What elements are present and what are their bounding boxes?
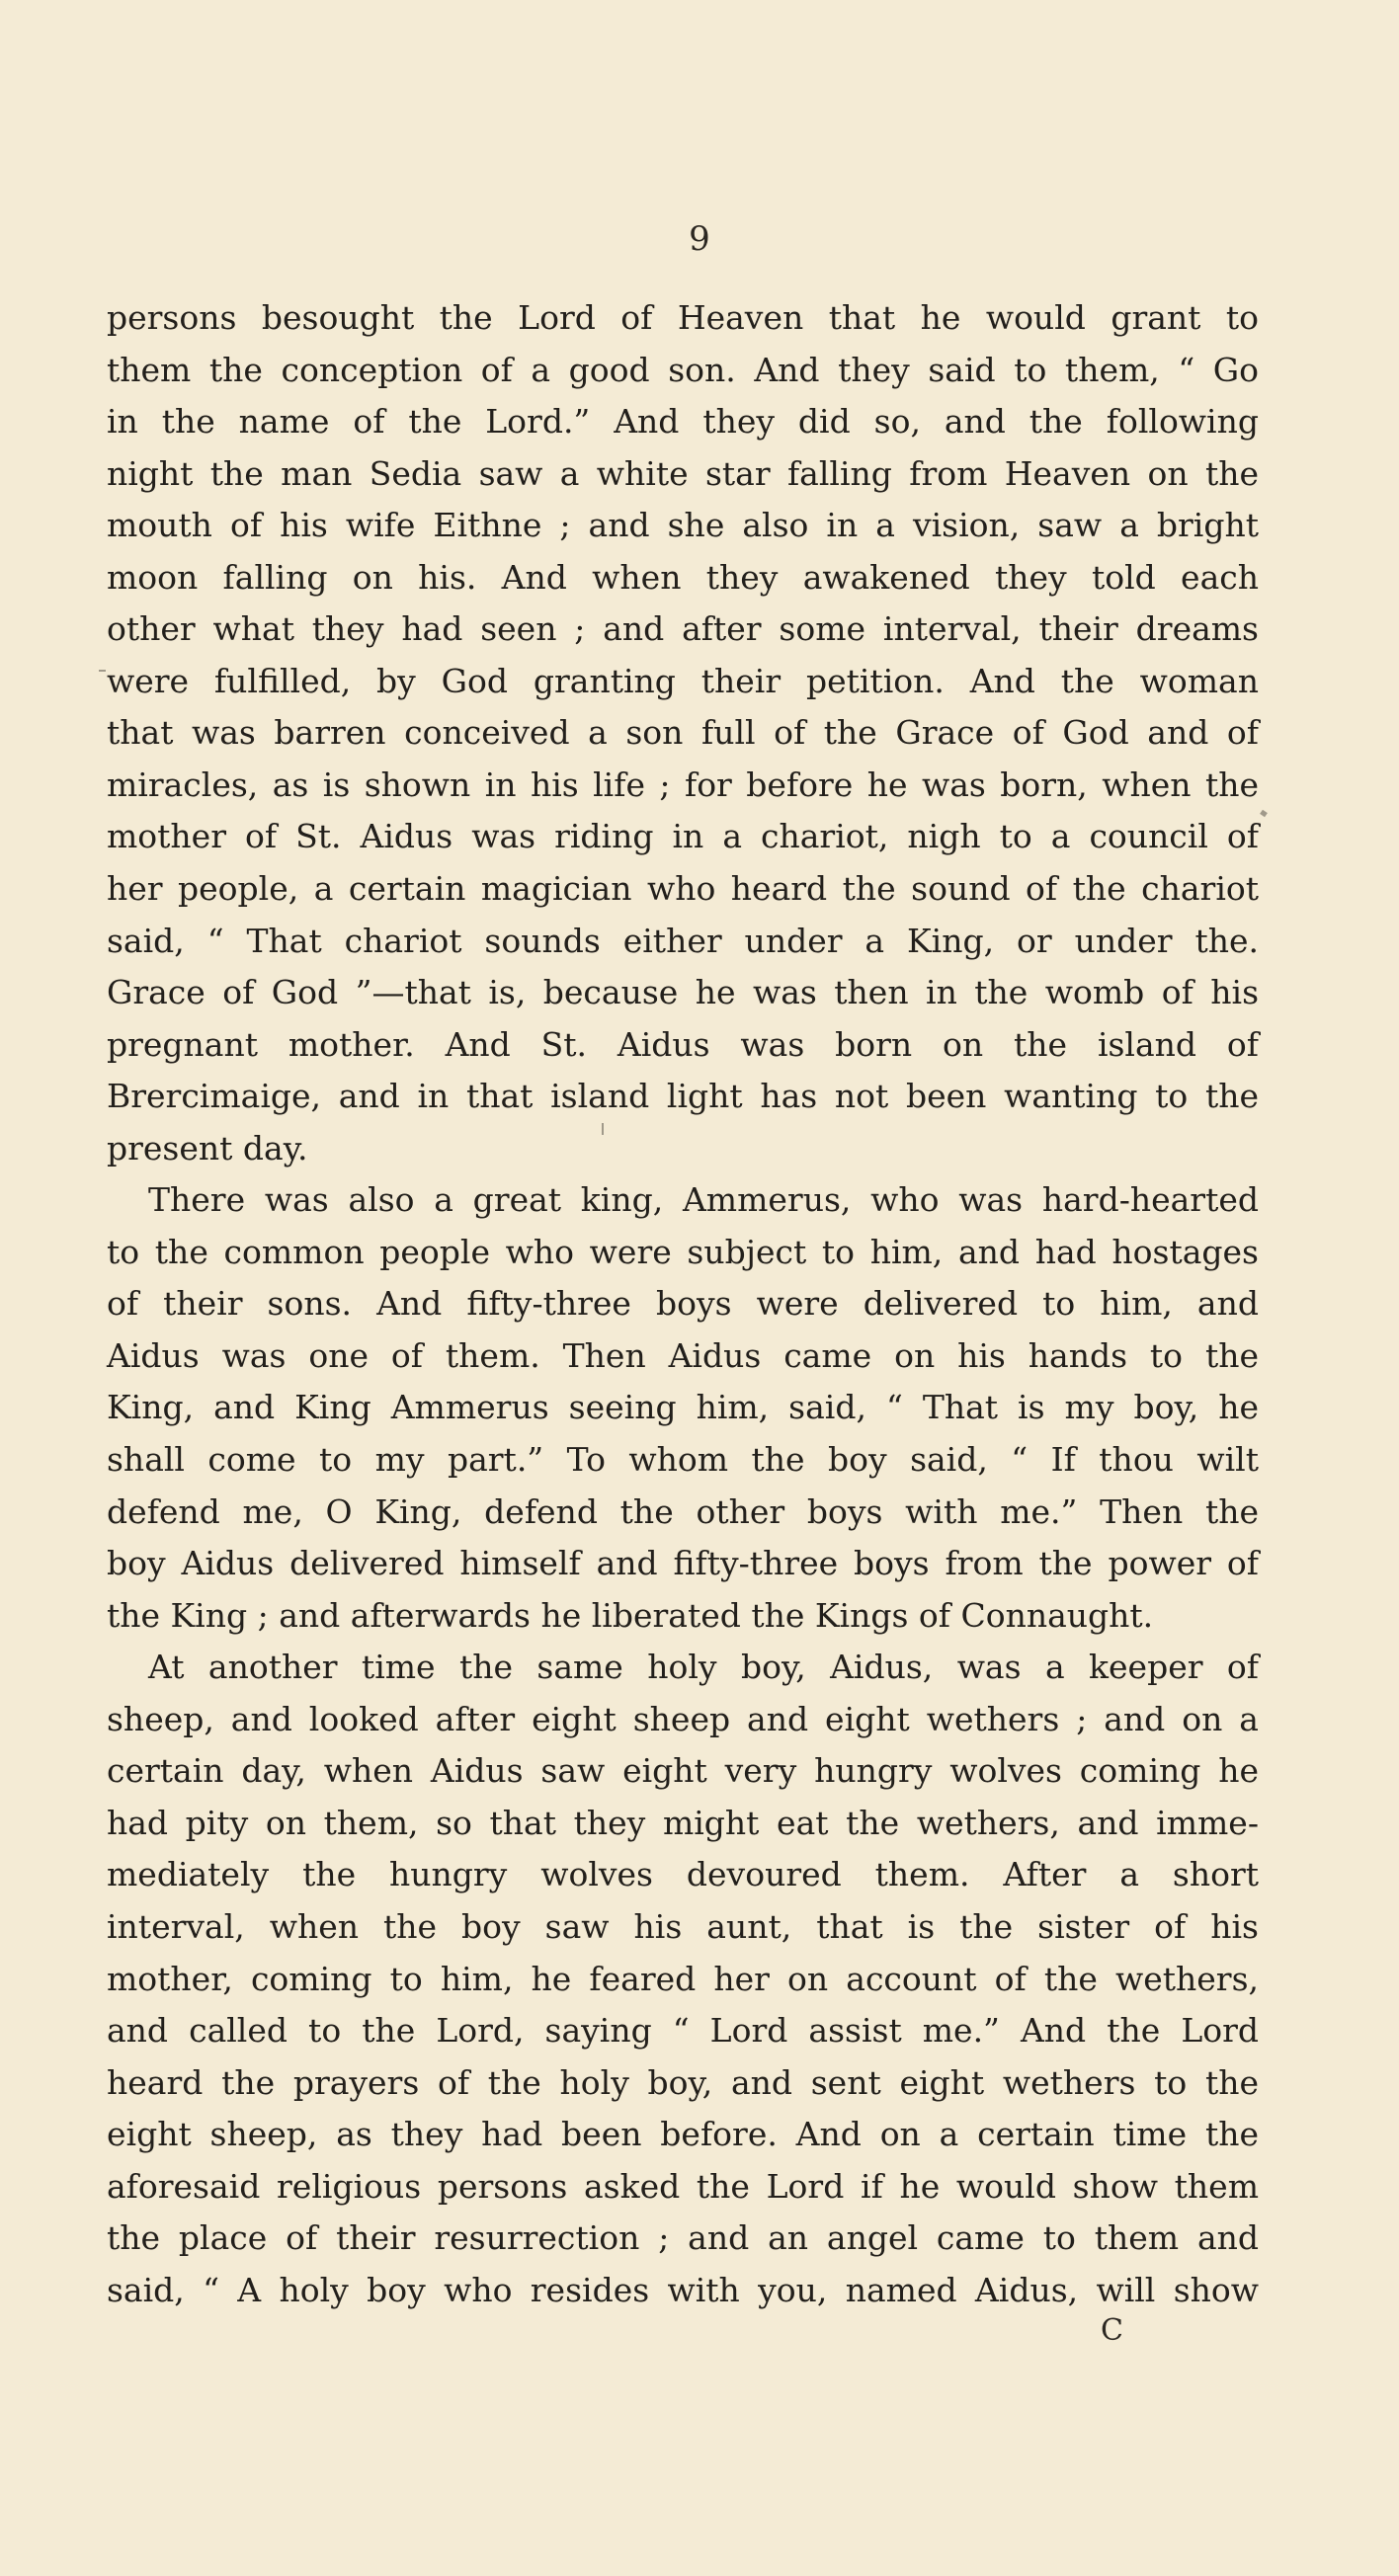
text-line: interval, when the boy saw his aunt, that is the sister of his: [107, 1906, 1259, 1946]
text-line: and called to the Lord, saying “ Lord assist me.” And the Lord: [107, 2011, 1259, 2051]
page-number: 9: [689, 219, 710, 259]
text-line: heard the prayers of the holy boy, and sent eight wethers to the: [107, 2062, 1259, 2102]
text-line: Aidus was one of them. Then Aidus came on his hands to the: [107, 1335, 1259, 1375]
text-line: mother, coming to him, he feared her on account of the wethers,: [107, 1959, 1259, 1998]
text-line: sheep, and looked after eight sheep and eight wethers ; and on a: [107, 1699, 1259, 1738]
text-line: in the name of the Lord.” And they did so, and the following: [107, 402, 1259, 442]
margin-speck: [602, 1123, 604, 1135]
text-line: them the conception of a good son. And they said to them, “ Go: [107, 350, 1259, 389]
text-line: At another time the same holy boy, Aidus, was a keeper of: [148, 1648, 1259, 1687]
text-line: to the common people who were subject to him, and had hostages: [107, 1232, 1259, 1271]
text-line: moon falling on his. And when they awakened they told each: [107, 557, 1259, 597]
text-line: were fulfilled, by God granting their petition. And the woman: [107, 661, 1259, 700]
text-line: certain day, when Aidus saw eight very hungry wolves coming he: [107, 1751, 1259, 1791]
text-line: the place of their resurrection ; and an angel came to them and: [107, 2218, 1259, 2258]
text-line: eight sheep, as they had been before. And on a certain time the: [107, 2115, 1259, 2154]
text-line: the King ; and afterwards he liberated the Kings of Connaught.: [107, 1595, 1154, 1635]
margin-speck: [1260, 810, 1268, 818]
text-line: said, “ That chariot sounds either under a King, or under the.: [107, 921, 1259, 960]
text-line: of their sons. And fifty-three boys were delivered to him, and: [107, 1284, 1259, 1324]
margin-speck: [99, 670, 106, 672]
text-line: that was barren conceived a son full of the Grace of God and of: [107, 713, 1259, 753]
text-line: Grace of God ”—that is, because he was then in the womb of his: [107, 973, 1259, 1012]
text-line: night the man Sedia saw a white star falling from Heaven on the: [107, 453, 1259, 493]
text-line: aforesaid religious persons asked the Lord if he would show them: [107, 2166, 1259, 2206]
signature-mark: C: [1101, 2313, 1123, 2348]
body-text: [107, 292, 1259, 2316]
text-line: King, and King Ammerus seeing him, said, “ That is my boy, he: [107, 1388, 1259, 1427]
text-line: present day.: [107, 1128, 308, 1167]
text-line: had pity on them, so that they might eat the wethers, and imme-: [107, 1803, 1259, 1842]
text-line: other what they had seen ; and after some interval, their dreams: [107, 609, 1259, 649]
text-line: pregnant mother. And St. Aidus was born on the island of: [107, 1024, 1259, 1064]
text-line: mother of St. Aidus was riding in a chariot, nigh to a council of: [107, 817, 1259, 856]
text-line: shall come to my part.” To whom the boy said, “ If thou wilt: [107, 1440, 1259, 1480]
text-line: said, “ A holy boy who resides with you, named Aidus, will show: [107, 2270, 1259, 2309]
text-line: boy Aidus delivered himself and fifty-three boys from the power of: [107, 1544, 1259, 1583]
text-line: mediately the hungry wolves devoured them. After a short: [107, 1855, 1259, 1894]
text-line: Brercimaige, and in that island light has not been wanting to the: [107, 1077, 1259, 1116]
text-line: mouth of his wife Eithne ; and she also in a vision, saw a bright: [107, 506, 1259, 545]
text-line: There was also a great king, Ammerus, who was hard-hearted: [148, 1180, 1259, 1220]
text-line: defend me, O King, defend the other boys with me.” Then the: [107, 1491, 1259, 1531]
text-line: persons besought the Lord of Heaven that he would grant to: [107, 298, 1259, 337]
text-line: her people, a certain magician who heard the sound of the chariot: [107, 869, 1259, 909]
text-line: miracles, as is shown in his life ; for before he was born, when the: [107, 765, 1259, 804]
